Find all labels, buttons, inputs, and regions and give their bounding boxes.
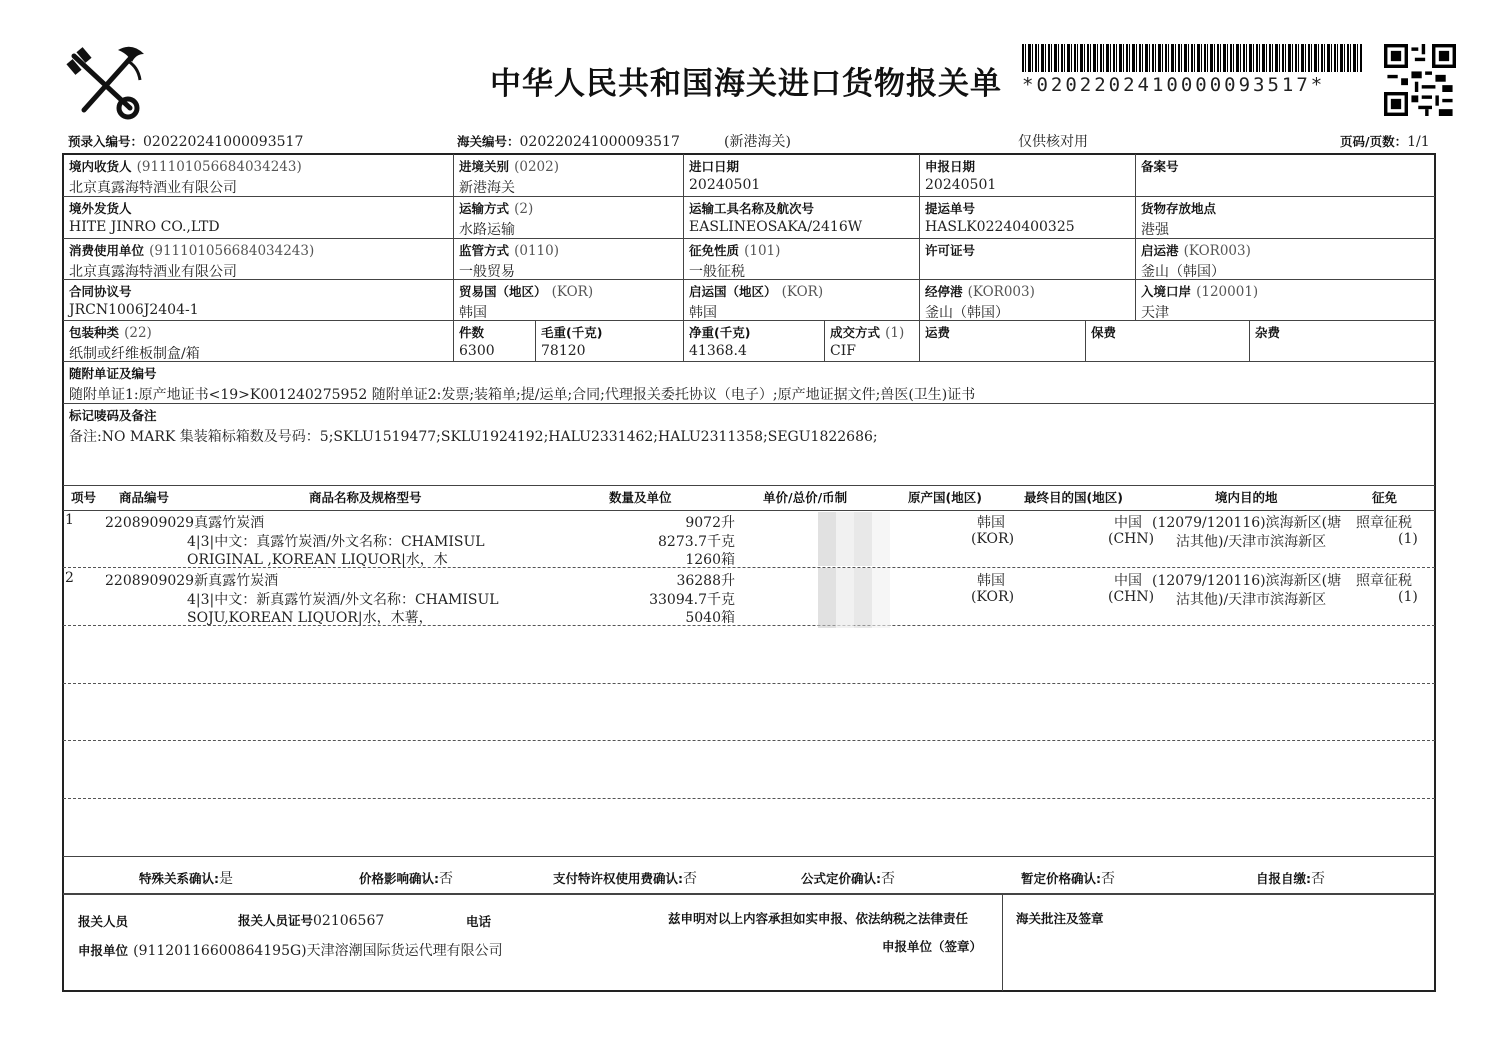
hs-code: 2208909029: [105, 573, 195, 589]
customs-office: (新港海关): [724, 134, 791, 150]
entry-port-value: 天津: [1141, 305, 1169, 320]
entry-port-code: (120001): [1196, 284, 1259, 300]
supervision-value: 一般贸易: [459, 264, 515, 279]
col-destination: 最终目的国(地区): [1024, 490, 1123, 505]
redacted-price: [818, 512, 890, 566]
transit-port-value: 釜山（韩国）: [925, 305, 1009, 320]
transport-mode-label: 运输方式: [459, 201, 510, 216]
documents-value: 随附单证1:原产地证书<19>K001240275952 随附单证2:发票;装箱单;提/运单;合同;代理报关委托协议（电子）;原产地证据文件;兽医(卫生)证书: [69, 387, 976, 402]
col-domestic-destination: 境内目的地: [1215, 490, 1278, 505]
contract-value: JRCN1006J2404-1: [69, 302, 199, 318]
item-no: 1: [65, 512, 74, 528]
transaction-code: (1): [885, 325, 905, 341]
trade-country-value: 韩国: [459, 305, 487, 320]
departure-port-label: 启运港: [1141, 243, 1179, 258]
goods-spec-line1: 4|3|中文：真露竹炭酒/外文名称：CHAMISUL: [187, 534, 485, 550]
col-origin: 原产国(地区): [908, 490, 982, 505]
pieces-value: 6300: [459, 343, 495, 359]
col-goods-name: 商品名称及规格型号: [309, 490, 422, 505]
storage-place-label: 货物存放地点: [1141, 201, 1217, 216]
package-type-code: (22): [124, 325, 152, 341]
pre-entry-number: 020220241000093517: [143, 134, 304, 150]
customs-emblem-icon: [66, 42, 148, 122]
departure-port-code: (KOR003): [1183, 243, 1251, 259]
net-weight-label: 净重(千克): [689, 325, 751, 340]
customs-approval-label: 海关批注及签章: [1016, 911, 1104, 926]
hs-code: 2208909029: [105, 515, 195, 531]
provisional-price-label: 暂定价格确认:: [1021, 871, 1101, 886]
consignee-code: (911101056684034243): [136, 159, 302, 175]
redacted-price: [818, 568, 890, 628]
transaction-label: 成交方式: [830, 325, 881, 340]
insurance-label: 保费: [1091, 325, 1117, 340]
item-no: 2: [65, 570, 74, 586]
departure-country-label: 启运国（地区）: [689, 284, 777, 299]
tax-mode: 照章征税: [1356, 515, 1412, 531]
pre-entry-label: 预录入编号：: [68, 134, 144, 149]
trade-country-label: 贸易国（地区）: [459, 284, 547, 299]
misc-fee-label: 杂费: [1255, 325, 1281, 340]
special-relation-label: 特殊关系确认:: [139, 871, 219, 886]
page-title: 中华人民共和国海关进口货物报关单: [490, 66, 1002, 102]
domestic-destination-1: (12079/120116)滨海新区(塘: [1152, 515, 1342, 531]
royalty-label: 支付特许权使用费确认:: [553, 871, 683, 886]
tax-code: (1): [1398, 589, 1418, 605]
entry-customs-code: (0202): [514, 159, 559, 175]
consumer-label: 消费使用单位: [69, 243, 145, 258]
package-type-label: 包装种类: [69, 325, 120, 340]
self-declare-label: 自报自缴:: [1256, 871, 1311, 886]
barcode: [1022, 44, 1362, 72]
bill-no-label: 提运单号: [925, 201, 976, 216]
phone-label: 电话: [466, 914, 492, 929]
transit-port-label: 经停港: [925, 284, 963, 299]
formula-pricing-value: 否: [881, 871, 895, 887]
quantity-3: 5040箱: [685, 610, 735, 626]
quantity-2: 8273.7千克: [658, 534, 735, 550]
marks-value: 备注:NO MARK 集装箱标箱数及号码：5;SKLU1519477;SKLU1924192;HALU2331462;HALU2311358;SEGU1822686;: [69, 429, 878, 445]
freight-label: 运费: [925, 325, 951, 340]
origin-code: (KOR): [971, 589, 1015, 605]
goods-spec-line2: SOJU,KOREAN LIQUOR|水，木薯，: [187, 610, 433, 626]
page-value: 1/1: [1407, 134, 1430, 150]
departure-country-value: 韩国: [689, 305, 717, 320]
license-label: 许可证号: [925, 243, 976, 258]
origin-country: 韩国: [977, 515, 1005, 531]
import-date-label: 进口日期: [689, 159, 740, 174]
domestic-destination-2: 沽其他)/天津市滨海新区: [1176, 592, 1327, 608]
bill-no-value: HASLK02240400325: [925, 219, 1075, 235]
col-tax: 征免: [1372, 490, 1398, 505]
barcode-text: *0202202410000093517*: [1022, 74, 1326, 96]
gross-weight-label: 毛重(千克): [541, 325, 603, 340]
departure-port-value: 釜山（韩国）: [1141, 264, 1225, 279]
pieces-label: 件数: [459, 325, 485, 340]
supervision-code: (0110): [514, 243, 559, 259]
col-item-no: 项号: [71, 490, 97, 505]
contract-label: 合同协议号: [69, 284, 132, 299]
transport-mode-value: 水路运输: [459, 222, 515, 237]
entry-customs-label: 进境关别: [459, 159, 510, 174]
declare-unit-value: (91120116600864195G)天津溶潮国际货运代理有限公司: [133, 943, 503, 959]
goods-spec-line1: 4|3|中文：新真露竹炭酒/外文名称：CHAMISUL: [187, 592, 499, 608]
transit-port-code: (KOR003): [967, 284, 1035, 300]
declarant-cert-value: 02106567: [313, 913, 385, 929]
provisional-price-value: 否: [1101, 871, 1115, 887]
marks-label: 标记唛码及备注: [69, 408, 157, 423]
vessel-label: 运输工具名称及航次号: [689, 201, 815, 216]
reference-note: 仅供核对用: [1018, 134, 1088, 150]
domestic-destination-2: 沽其他)/天津市滨海新区: [1176, 534, 1327, 550]
special-relation-value: 是: [219, 871, 233, 887]
page-label: 页码/页数：: [1340, 134, 1408, 149]
shipper-value: HITE JINRO CO.,LTD: [69, 219, 220, 235]
tax-mode: 照章征税: [1356, 573, 1412, 589]
transport-mode-code: (2): [514, 201, 534, 217]
destination-country: 中国: [1114, 515, 1142, 531]
tax-nature-value: 一般征税: [689, 264, 745, 279]
col-quantity: 数量及单位: [609, 490, 672, 505]
legal-statement: 兹申明对以上内容承担如实申报、依法纳税之法律责任: [668, 911, 969, 926]
entry-port-label: 入境口岸: [1141, 284, 1192, 299]
formula-pricing-label: 公式定价确认:: [801, 871, 881, 886]
price-impact-label: 价格影响确认:: [359, 871, 439, 886]
net-weight-value: 41368.4: [689, 343, 747, 359]
trade-country-code: (KOR): [551, 284, 594, 300]
domestic-destination-1: (12079/120116)滨海新区(塘: [1152, 573, 1342, 589]
tax-nature-code: (101): [744, 243, 781, 259]
record-no-label: 备案号: [1141, 159, 1179, 174]
tax-code: (1): [1398, 531, 1418, 547]
origin-country: 韩国: [977, 573, 1005, 589]
quantity-3: 1260箱: [685, 552, 735, 568]
declarant-cert-label: 报关人员证号: [238, 913, 314, 928]
consignee-value: 北京真露海特酒业有限公司: [69, 180, 237, 195]
declarant-label: 报关人员: [78, 914, 129, 929]
price-impact-value: 否: [439, 871, 453, 887]
destination-code: (CHN): [1108, 531, 1155, 547]
quantity-2: 33094.7千克: [649, 592, 735, 608]
customs-number-label: 海关编号：: [457, 134, 520, 149]
declare-date-value: 20240501: [925, 177, 997, 193]
origin-code: (KOR): [971, 531, 1015, 547]
qr-code-icon: [1384, 44, 1456, 116]
quantity-1: 36288升: [676, 573, 735, 589]
supervision-label: 监管方式: [459, 243, 510, 258]
gross-weight-value: 78120: [541, 343, 586, 359]
declare-date-label: 申报日期: [925, 159, 976, 174]
consignee-label: 境内收货人: [69, 159, 132, 174]
entry-customs-value: 新港海关: [459, 180, 515, 195]
storage-place-value: 港强: [1141, 222, 1169, 237]
royalty-value: 否: [683, 871, 697, 887]
goods-name: 新真露竹炭酒: [194, 573, 279, 589]
consumer-code: (911101056684034243): [149, 243, 315, 259]
col-price: 单价/总价/币制: [763, 490, 848, 505]
transaction-value: CIF: [830, 343, 856, 359]
tax-nature-label: 征免性质: [689, 243, 740, 258]
departure-country-code: (KOR): [781, 284, 824, 300]
declare-seal-label: 申报单位（签章）: [882, 939, 983, 954]
destination-country: 中国: [1114, 573, 1142, 589]
self-declare-value: 否: [1311, 871, 1325, 887]
declare-unit-label: 申报单位: [78, 943, 129, 958]
documents-label: 随附单证及编号: [69, 366, 157, 381]
import-date-value: 20240501: [689, 177, 761, 193]
quantity-1: 9072升: [685, 515, 735, 531]
consumer-value: 北京真露海特酒业有限公司: [69, 264, 237, 279]
package-type-value: 纸制或纤维板制盒/箱: [69, 346, 200, 361]
destination-code: (CHN): [1108, 589, 1155, 605]
shipper-label: 境外发货人: [69, 201, 132, 216]
customs-number: 020220241000093517: [519, 134, 680, 150]
goods-spec-line2: ORIGINAL ,KOREAN LIQUOR|水，木: [187, 552, 448, 568]
goods-name: 真露竹炭酒: [194, 515, 265, 531]
col-hs-code: 商品编号: [119, 490, 170, 505]
vessel-value: EASLINEOSAKA/2416W: [689, 219, 863, 235]
